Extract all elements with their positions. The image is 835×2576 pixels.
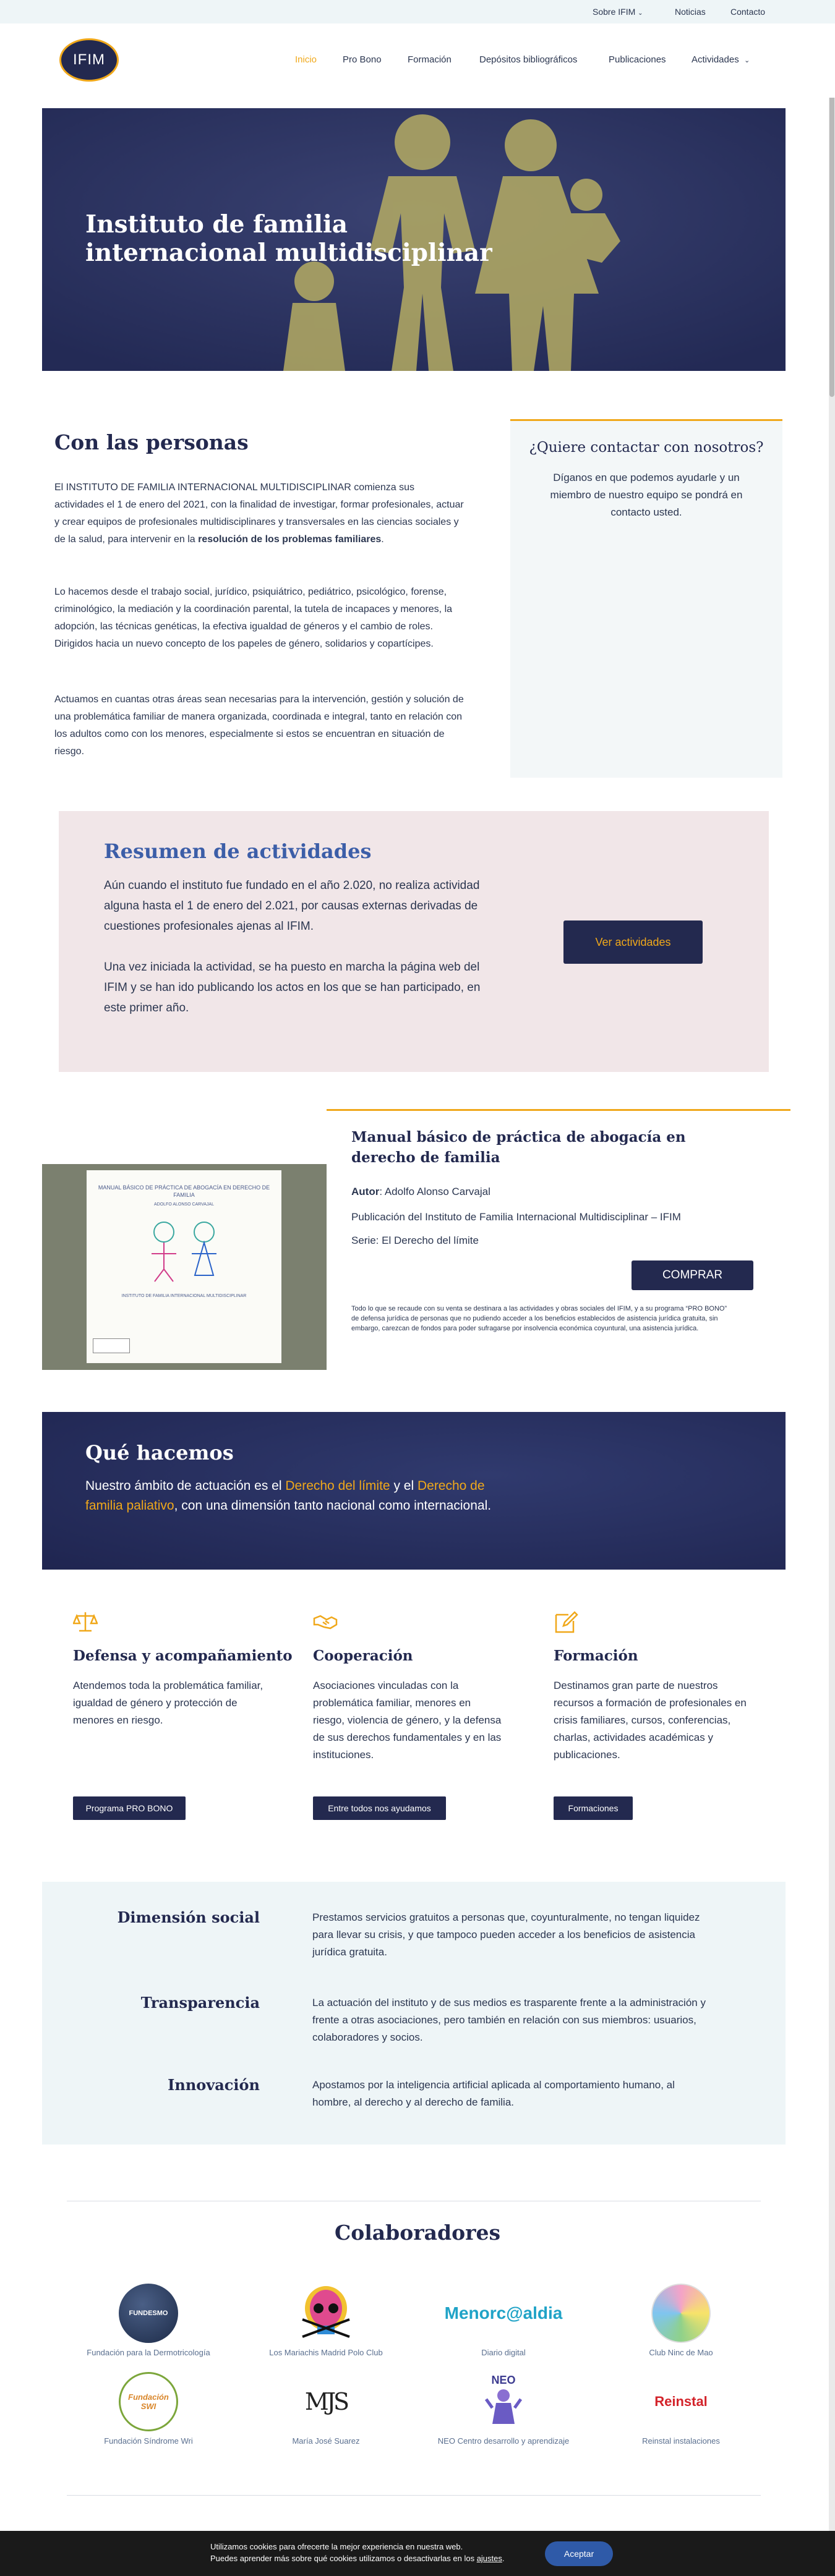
hero-title-line2: internacional multidisciplinar (85, 239, 492, 267)
reinstal-logo (632, 2371, 730, 2433)
book-cover-title: MANUAL BÁSICO DE PRÁCTICA DE ABOGACÍA EN DERECHO DE FAMILIA (98, 1184, 270, 1198)
collaborator-name: NEO Centro desarrollo y aprendizaje (437, 2436, 570, 2446)
collaborator-mariachis[interactable] (252, 2282, 400, 2357)
cookie-line1: Utilizamos cookies para ofrecerte la mejor experiencia en nuestra web. (210, 2542, 463, 2551)
derecho-paliativo-link[interactable]: Derecho de familia paliativo (85, 1479, 485, 1513)
nav-deposits[interactable]: Depósitos bibliográficos (479, 54, 578, 65)
site-header (0, 23, 835, 98)
cookie-line2 (210, 2553, 505, 2564)
what-we-do-title: Qué hacemos (85, 1441, 234, 1464)
people-p1-text: El INSTITUTO DE FAMILIA INTERNACIONAL MULTIDISCIPLINAR comienza sus actividades el 1 de enero del 2021, con la finalidad de investigar, formar profesionales, actuar y crear equipos de profesionales multidisciplinares y transversales en las ciencias sociales y de la salud, para intervenir en la (54, 482, 464, 545)
reinstal-logo-text: Reinstal (654, 2394, 708, 2409)
summary-paragraph-1: Aún cuando el instituto fue fundado en el año 2.020, no realiza actividad alguna hasta el 1 de enero del 2.021, por causas externas derivadas de cuestiones profesionales ajenas al IFIM. (104, 879, 480, 933)
cookie-line2-text: Puedes aprender más sobre qué cookies utilizamos o desactivarlas en los (210, 2554, 477, 2563)
contact-box (510, 419, 782, 778)
book-cover-author: ADOLFO ALONSO CARVAJAL (154, 1202, 214, 1207)
fundacion-swi-logo-text: Fundación SWI (119, 2372, 178, 2431)
top-bar (0, 0, 835, 23)
collaborators-divider-bottom (67, 2495, 761, 2496)
nav-home[interactable]: Inicio (295, 54, 317, 65)
cookie-settings-link[interactable]: ajustes (476, 2554, 502, 2563)
people-paragraph-1 (54, 479, 466, 548)
topbar-about-label: Sobre IFIM (593, 7, 636, 17)
fundesmo-logo (118, 2282, 179, 2344)
book-publisher-logo (93, 1338, 130, 1353)
page-scrollbar[interactable] (829, 0, 835, 2576)
contact-box-title: ¿Quiere contactar con nosotros? (529, 440, 764, 456)
card-defense-title: Defensa y acompañamiento (73, 1647, 293, 1664)
edit-icon (554, 1610, 578, 1634)
card-training-title: Formación (554, 1647, 638, 1664)
cookie-accept-button[interactable]: Aceptar (545, 2541, 613, 2566)
book-author-label: Autor (351, 1186, 380, 1197)
book-cover[interactable] (42, 1164, 327, 1370)
menorcaaldia-logo-text: Menorc@aldia (444, 2303, 563, 2323)
collaborator-name: Club Ninc de Mao (649, 2348, 713, 2357)
help-each-other-button[interactable]: Entre todos nos ayudamos (313, 1796, 446, 1820)
card-defense-text: Atendemos toda la problemática familiar, igualdad de género y protección de menores en riesgo. (73, 1680, 263, 1726)
book-divider-line (327, 1109, 790, 1111)
topbar-about-link[interactable] (593, 7, 643, 17)
fundesmo-logo-text: FUNDESMO (119, 2284, 178, 2343)
logo-text: IFIM (73, 51, 105, 68)
people-paragraph-2: Lo hacemos desde el trabajo social, jurídico, psiquiátrico, pediátrico, psicológico, forense, criminológico, la mediación y la coordinación parental, la tutela de incapaces y menores, la adopción, las técnicas genéticas, la efectiva igualdad de géneros y el cambio de roles. Dirigidos hacia un nuevo concepto de los papeles de género, solidarios y copartícipes. (54, 587, 453, 649)
people-p1-bold: resolución de los problemas familiares (198, 534, 382, 545)
book-title: Manual básico de práctica de abogacía en derecho de familia (351, 1129, 686, 1166)
derecho-limite-link[interactable]: Derecho del límite (285, 1479, 390, 1493)
collaborator-neo[interactable] (429, 2371, 578, 2446)
collaborator-ninc-mao[interactable] (607, 2282, 755, 2357)
book-cover-footer: INSTITUTO DE FAMILIA INTERNACIONAL MULTIDISCIPLINAR (121, 1294, 247, 1298)
collaborators-title: Colaboradores (334, 2221, 501, 2245)
collaborator-reinstal[interactable] (607, 2371, 755, 2446)
scales-icon (73, 1610, 98, 1634)
what-text-b: y el (390, 1479, 417, 1493)
summary-paragraph-2: Una vez iniciada la actividad, se ha puesto en marcha la página web del IFIM y se han ido publicando los actos en los que se han participado, en este primer año. (104, 961, 481, 1014)
cookie-line2-end: . (502, 2554, 505, 2563)
people-title: Con las personas (54, 430, 249, 454)
menorcaaldia-logo (435, 2282, 572, 2344)
book-author-name: : Adolfo Alonso Carvajal (379, 1186, 490, 1197)
card-cooperation-title: Cooperación (313, 1647, 413, 1664)
probono-program-button[interactable]: Programa PRO BONO (73, 1796, 186, 1820)
people-p1-end: . (381, 534, 384, 545)
cookie-text (210, 2541, 505, 2564)
buy-button[interactable]: COMPRAR (632, 1260, 753, 1290)
collaborator-name: Fundación Síndrome Wri (104, 2436, 193, 2446)
nav-activities[interactable] (692, 54, 750, 65)
cookie-banner (0, 2531, 835, 2576)
nav-activities-label: Actividades (692, 54, 739, 65)
collaborator-name: María José Suarez (292, 2436, 360, 2446)
fundacion-swi-logo (118, 2371, 179, 2433)
hero-title-line1: Instituto de familia (85, 210, 348, 239)
view-activities-button[interactable]: Ver actividades (563, 920, 703, 964)
collaborator-name: Fundación para la Dermotricología (87, 2348, 210, 2357)
collaborator-maria-jose-suarez[interactable] (252, 2371, 400, 2446)
what-text-a: Nuestro ámbito de actuación es el (85, 1479, 286, 1493)
nav-training[interactable]: Formación (408, 54, 452, 65)
book-note: Todo lo que se recaude con su venta se destinara a las actividades y obras sociales del IFIM, y a su programa “PRO BONO” de defensa jurídica de personas que no pudiendo acceder a los beneficios establecidos de asistencia jurídica gratuita, sin embargo, carezcan de fondos para poder sufragarse por insolvencia económica coyuntural, una asistencia jurídica. (351, 1305, 727, 1332)
people-paragraph-3: Actuamos en cuantas otras áreas sean necesarias para la intervención, gestión y solución de una problemática familiar de manera organizada, coordinada e integral, tanto en relación con los adultos como con los menores, especialmente si estos se encuentran en situación de riesgo. (54, 694, 464, 757)
contact-box-text: Díganos en que podemos ayudarle y un miembro de nuestro equipo se pondrá en contacto usted. (550, 472, 743, 518)
book-publisher: Publicación del Instituto de Familia Internacional Multidisciplinar – IFIM (351, 1211, 681, 1223)
neo-logo-text: NEO (491, 2373, 516, 2386)
chevron-down-icon: ⌄ (638, 10, 643, 17)
card-cooperation-text: Asociaciones vinculadas con la problemática familiar, menores en riesgo, violencia de género, y la defensa de sus derechos fundamentales y en las instituciones. (313, 1680, 502, 1761)
collaborator-name: Reinstal instalaciones (642, 2436, 720, 2446)
chevron-down-icon: ⌄ (744, 57, 750, 64)
collaborator-name: Diario digital (481, 2348, 526, 2357)
summary-title: Resumen de actividades (104, 840, 372, 863)
nav-publications[interactable]: Publicaciones (609, 54, 666, 65)
nav-probono[interactable]: Pro Bono (343, 54, 382, 65)
value-transparency-text: La actuación del instituto y de sus medios es trasparente frente a la administración y frente a otras asociaciones, pero también en relación con sus miembros: usuarios, colaboradores y socios. (312, 1997, 706, 2043)
collaborator-fundesmo[interactable] (74, 2282, 223, 2357)
mjs-logo (295, 2371, 357, 2433)
collaborator-name: Los Mariachis Madrid Polo Club (269, 2348, 383, 2357)
neo-logo (473, 2371, 534, 2433)
value-transparency-title: Transparencia (140, 1994, 260, 2012)
topbar-news-link[interactable]: Noticias (675, 7, 706, 17)
collaborator-menorcaaldia[interactable] (429, 2282, 578, 2357)
hero-banner (42, 108, 786, 371)
value-innovation-text: Apostamos por la inteligencia artificial aplicada al comportamiento humano, al hombre, al derecho y al derecho de familia. (312, 2079, 675, 2108)
book-series: Serie: El Derecho del límite (351, 1235, 479, 1246)
ninc-mao-logo (650, 2282, 712, 2344)
value-innovation-title: Innovación (168, 2076, 260, 2094)
ifim-logo[interactable] (59, 38, 119, 82)
handshake-icon (313, 1610, 338, 1634)
mjs-logo-text: MJS (304, 2388, 348, 2415)
what-text-c: , con una dimensión tanto nacional como internacional. (174, 1498, 492, 1513)
value-social-title: Dimensión social (117, 1908, 260, 1926)
book-author (351, 1183, 490, 1201)
topbar-contact-link[interactable]: Contacto (730, 7, 766, 17)
card-training-text: Destinamos gran parte de nuestros recursos a formación de profesionales en crisis familiares, cursos, conferencias, charlas, actividades académicas y publicaciones. (554, 1680, 747, 1761)
what-we-do-text (85, 1476, 506, 1516)
mariachis-skull-logo (295, 2282, 357, 2344)
collaborator-fundacion-swi[interactable] (74, 2371, 223, 2446)
book-cover-illustration (136, 1217, 235, 1285)
hero-title (85, 210, 492, 267)
value-social-text: Prestamos servicios gratuitos a personas que, coyunturalmente, no tengan liquidez para llevar su crisis, y que tampoco pueden acceder a los beneficios de asistencia jurídica gratuita. (312, 1911, 700, 1958)
trainings-button[interactable]: Formaciones (554, 1796, 633, 1820)
